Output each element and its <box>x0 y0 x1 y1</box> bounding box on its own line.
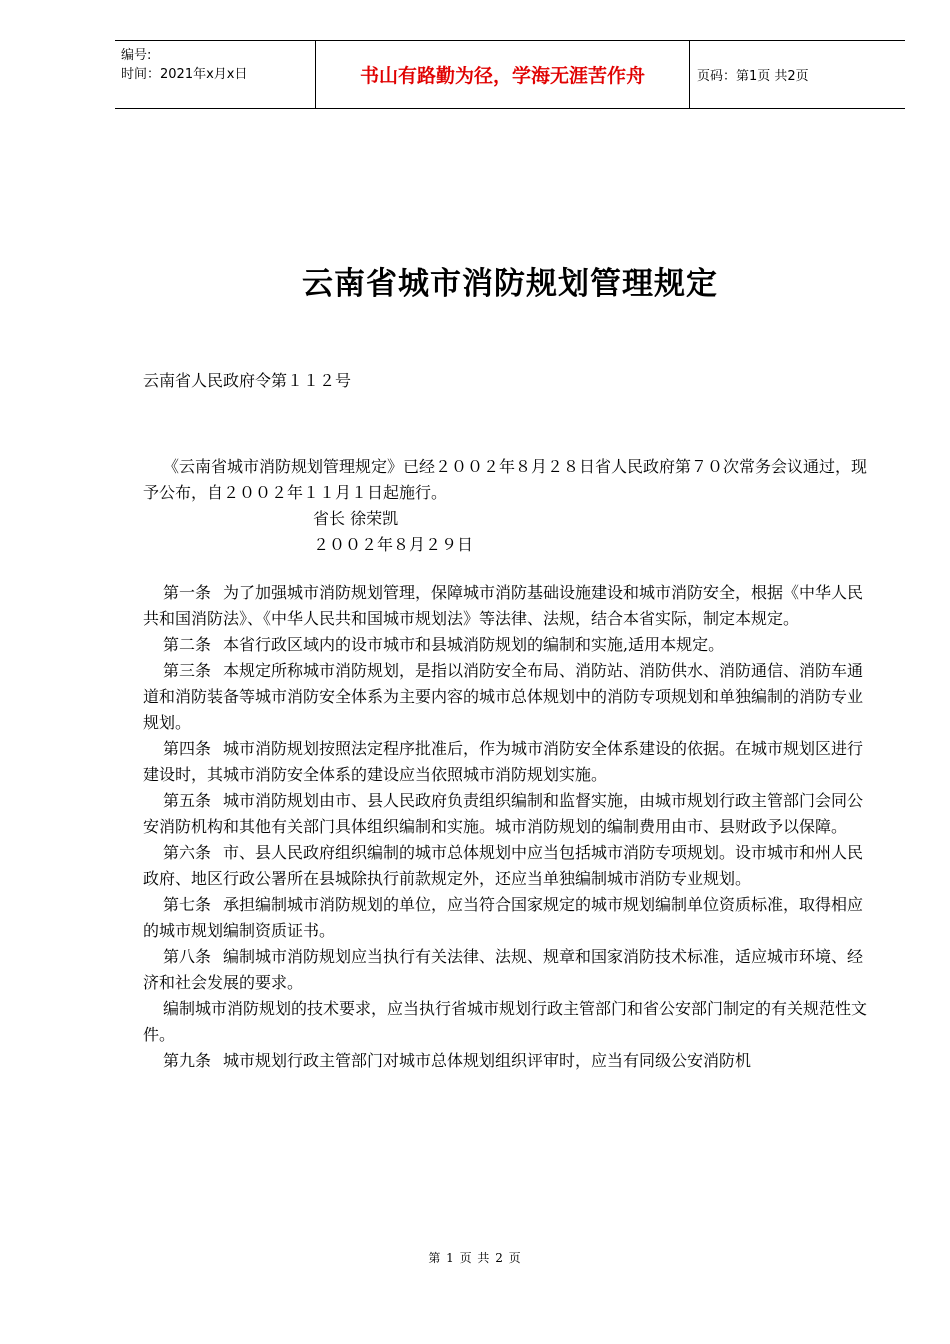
article-text: 为了加强城市消防规划管理，保障城市消防基础设施建设和城市消防安全，根据《中华人民共和国消防法》、《中华人民共和国城市规划法》等法律、法规，结合本省实际，制定本规定。 <box>143 583 864 628</box>
article <box>143 632 873 658</box>
article-text: 本省行政区域内的设市城市和县城消防规划的编制和实施,适用本规定。 <box>223 635 725 654</box>
article-number: 第三条 <box>163 661 212 680</box>
article <box>143 1048 873 1074</box>
article <box>143 736 873 788</box>
article-text: 市、县人民政府组织编制的城市总体规划中应当包括城市消防专项规划。设市城市和州人民政府、地区行政公署所在县城除执行前款规定外，还应当单独编制城市消防专业规划。 <box>143 843 864 888</box>
article-number: 第五条 <box>163 791 212 810</box>
document-body <box>143 454 873 1074</box>
article-text: 本规定所称城市消防规划，是指以消防安全布局、消防站、消防供水、消防通信、消防车通道和消防装备等城市消防安全体系为主要内容的城市总体规划中的消防专项规划和单独编制的消防专业规划。 <box>143 661 864 732</box>
article <box>143 840 873 892</box>
article <box>143 996 873 1048</box>
article-text: 城市规划行政主管部门对城市总体规划组织评审时，应当有同级公安消防机 <box>223 1051 752 1070</box>
number-label: 编号: <box>121 48 152 63</box>
article-number: 第二条 <box>163 635 212 654</box>
article-text: 编制城市消防规划的技术要求，应当执行省城市规划行政主管部门和省公安部门制定的有关规范性文件。 <box>143 999 868 1044</box>
page-footer: 第 1 页 共 2 页 <box>428 1251 522 1265</box>
article <box>143 892 873 944</box>
article-text: 承担编制城市消防规划的单位，应当符合国家规定的城市规划编制单位资质标准，取得相应的城市规划编制资质证书。 <box>143 895 864 940</box>
articles-list <box>143 580 873 1074</box>
preamble: 《云南省城市消防规划管理规定》已经２００２年８月２８日省人民政府第７０次常务会议通过，现予公布，自２００２年１１月１日起施行。 <box>143 457 868 502</box>
article <box>143 944 873 996</box>
time-label: 时间：2021年x月x日 <box>121 67 248 82</box>
article-number: 第六条 <box>163 843 212 862</box>
motto: 书山有路勤为径，学海无涯苦作舟 <box>316 41 690 108</box>
article <box>143 580 873 632</box>
article-number: 第九条 <box>163 1051 212 1070</box>
article <box>143 658 873 736</box>
page-info: 页码：第1页 共2页 <box>697 69 809 84</box>
header-table <box>115 40 905 109</box>
article-number: 第一条 <box>163 583 212 602</box>
sign-date: ２００２年８月２９日 <box>313 535 474 554</box>
article-number: 第四条 <box>163 739 212 758</box>
article <box>143 788 873 840</box>
article-text: 编制城市消防规划应当执行有关法律、法规、规章和国家消防技术标准，适应城市环境、经济和社会发展的要求。 <box>143 947 864 992</box>
article-number: 第七条 <box>163 895 212 914</box>
signatory: 省长 徐荣凯 <box>313 509 399 528</box>
order-number: 云南省人民政府令第１１２号 <box>143 371 352 390</box>
document-title: 云南省城市消防规划管理规定 <box>302 266 718 302</box>
article-text: 城市消防规划由市、县人民政府负责组织编制和监督实施，由城市规划行政主管部门会同公安消防机构和其他有关部门具体组织编制和实施。城市消防规划的编制费用由市、县财政予以保障。 <box>143 791 864 836</box>
article-text: 城市消防规划按照法定程序批准后，作为城市消防安全体系建设的依据。在城市规划区进行建设时，其城市消防安全体系的建设应当依照城市消防规划实施。 <box>143 739 864 784</box>
header-meta-cell <box>115 41 316 108</box>
article-number: 第八条 <box>163 947 212 966</box>
